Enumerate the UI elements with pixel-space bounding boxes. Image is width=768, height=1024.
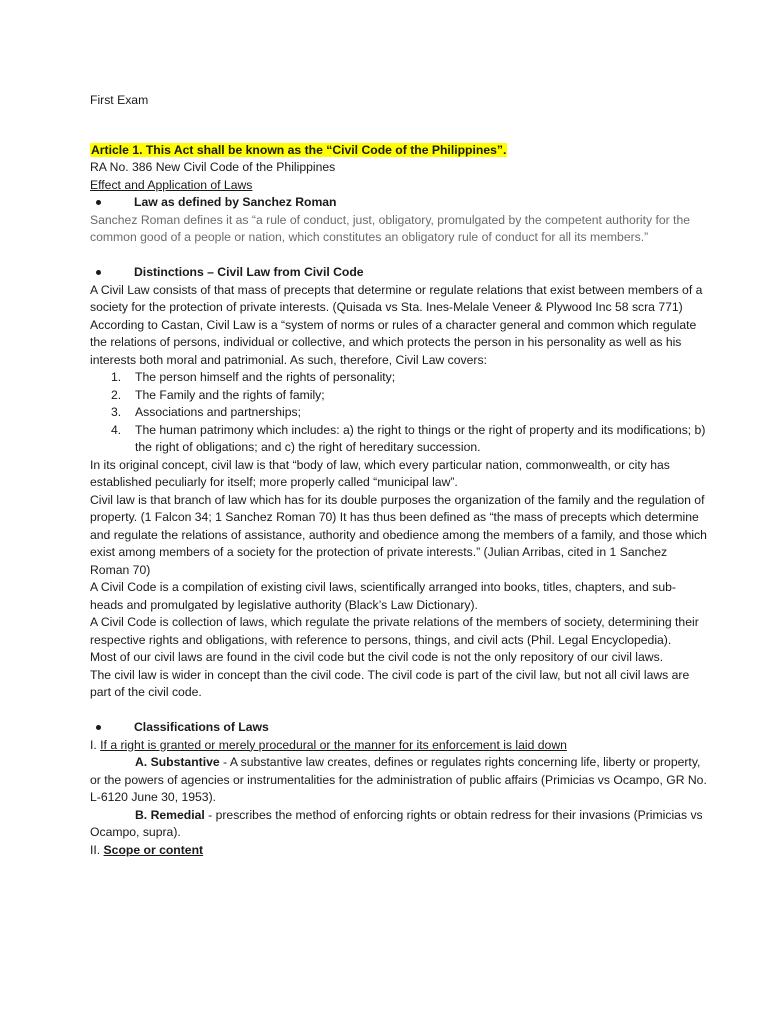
remedial-label: B. Remedial <box>135 807 205 822</box>
bullet-list-1 <box>90 194 708 212</box>
list-item <box>90 387 708 405</box>
list-number: 3. <box>111 405 122 419</box>
substantive-text: - A substantive law creates, defines or regulates rights concerning life, liberty or property, or the powers of agencies or instrumentalities for the administration of public affairs (Primicias vs Ocampo, GR No. L-6120 June 30, 1953). <box>90 755 707 804</box>
list-text: The Family and the rights of family; <box>135 387 325 402</box>
ra-line: RA No. 386 New Civil Code of the Philippines <box>90 160 336 174</box>
bullet-label: Law as defined by Sanchez Roman <box>134 195 337 209</box>
paragraph: The civil law is wider in concept than the civil code. The civil code is part of the civil law, but not all civil laws are part of the civil code. <box>90 667 690 699</box>
list-text: The person himself and the rights of personality; <box>135 370 396 384</box>
list-number: 1. <box>111 370 122 384</box>
bullet-list-3 <box>90 719 708 737</box>
remedial-text: - prescribes the method of enforcing rights or obtain redress for their invasions (Primicias vs Ocampo, supra). <box>90 807 703 839</box>
list-number: 4. <box>111 422 122 437</box>
substantive-label: A. Substantive <box>135 755 220 769</box>
paragraph: In its original concept, civil law is that “body of law, which every particular nation, commonwealth, or city has established peculiarly for itself; more properly called “municipal law”. <box>90 457 670 489</box>
classification-1 <box>90 737 708 755</box>
classification-1-prefix: I. <box>90 737 101 752</box>
spacer <box>90 702 708 720</box>
sanchez-definition: Sanchez Roman defines it as “a rule of conduct, just, obligatory, promulgated by the competent authority for the common good of a people or nation, which constitutes an obligatory rule of conduct for all its members.” <box>90 212 691 244</box>
bullet-item <box>90 194 708 212</box>
paragraph: Most of our civil laws are found in the civil code but the civil code is not the only repository of our civil laws. <box>90 650 664 664</box>
substantive-paragraph <box>90 754 708 807</box>
list-text: The human patrimony which includes: a) the right to things or the right of property and its modifications; b) the right of obligations; and c) the right of hereditary succession. <box>135 422 706 454</box>
list-text: Associations and partnerships; <box>135 405 301 419</box>
doc-title: First Exam <box>90 93 149 107</box>
bullet-label: Distinctions – Civil Law from Civil Code <box>134 265 364 279</box>
paragraph: A Civil Law consists of that mass of precepts that determine or regulate relations that exist between members of a society for the protection of private interests. (Quisada vs Sta. Ines-Melale Veneer & Plywood Inc 58 scra 771) <box>90 282 703 314</box>
bullet-label: Classifications of Laws <box>134 720 269 734</box>
classification-1-text: If a right is granted or merely procedural or the manner for its enforcement is laid down <box>100 737 567 752</box>
bullet-item <box>90 264 708 282</box>
classification-2-prefix: II. <box>90 842 104 857</box>
remedial-paragraph <box>90 807 708 842</box>
article-1-highlight: Article 1. This Act shall be known as the “Civil Code of the Philippines”. <box>91 142 507 157</box>
effect-heading: Effect and Application of Laws <box>90 177 253 192</box>
bullet-list-2 <box>90 264 708 282</box>
classification-2 <box>90 842 708 860</box>
numbered-list <box>90 369 708 457</box>
list-number: 2. <box>111 387 122 402</box>
paragraph: According to Castan, Civil Law is a “system of norms or rules of a character general and common which regulate the relations of persons, individual or collective, and which protects the person in his personality as well as his interests both moral and patrimonial. As such, therefore, Civil Law covers: <box>90 317 697 367</box>
list-item <box>90 369 708 387</box>
list-item <box>90 404 708 422</box>
paragraph: Civil law is that branch of law which has for its double purposes the organization of the family and the regulation of property. (1 Falcon 34; 1 Sanchez Roman 70) It has thus been defined as “the mass of precepts which determine and regulate the relations of assistance, authority and obedience among the members of a family, and those which exist among members of a society for the protection of private interests.” (Julian Arribas, cited in 1 Sanchez Roman 70) <box>90 492 707 577</box>
paragraph: A Civil Code is a compilation of existing civil laws, scientifically arranged into books, titles, chapters, and sub-heads and promulgated by legislative authority (Black’s Law Dictionary). <box>90 580 676 612</box>
list-item <box>90 422 708 457</box>
bullet-item <box>90 719 708 737</box>
article-1-line <box>90 142 708 160</box>
spacer <box>90 247 708 265</box>
classification-2-text: Scope or content <box>103 842 204 857</box>
paragraph: A Civil Code is collection of laws, which regulate the private relations of the members of society, determining their respective rights and obligations, with reference to persons, things, and civil acts (Phil. Legal Encyclopedia). <box>90 615 699 647</box>
